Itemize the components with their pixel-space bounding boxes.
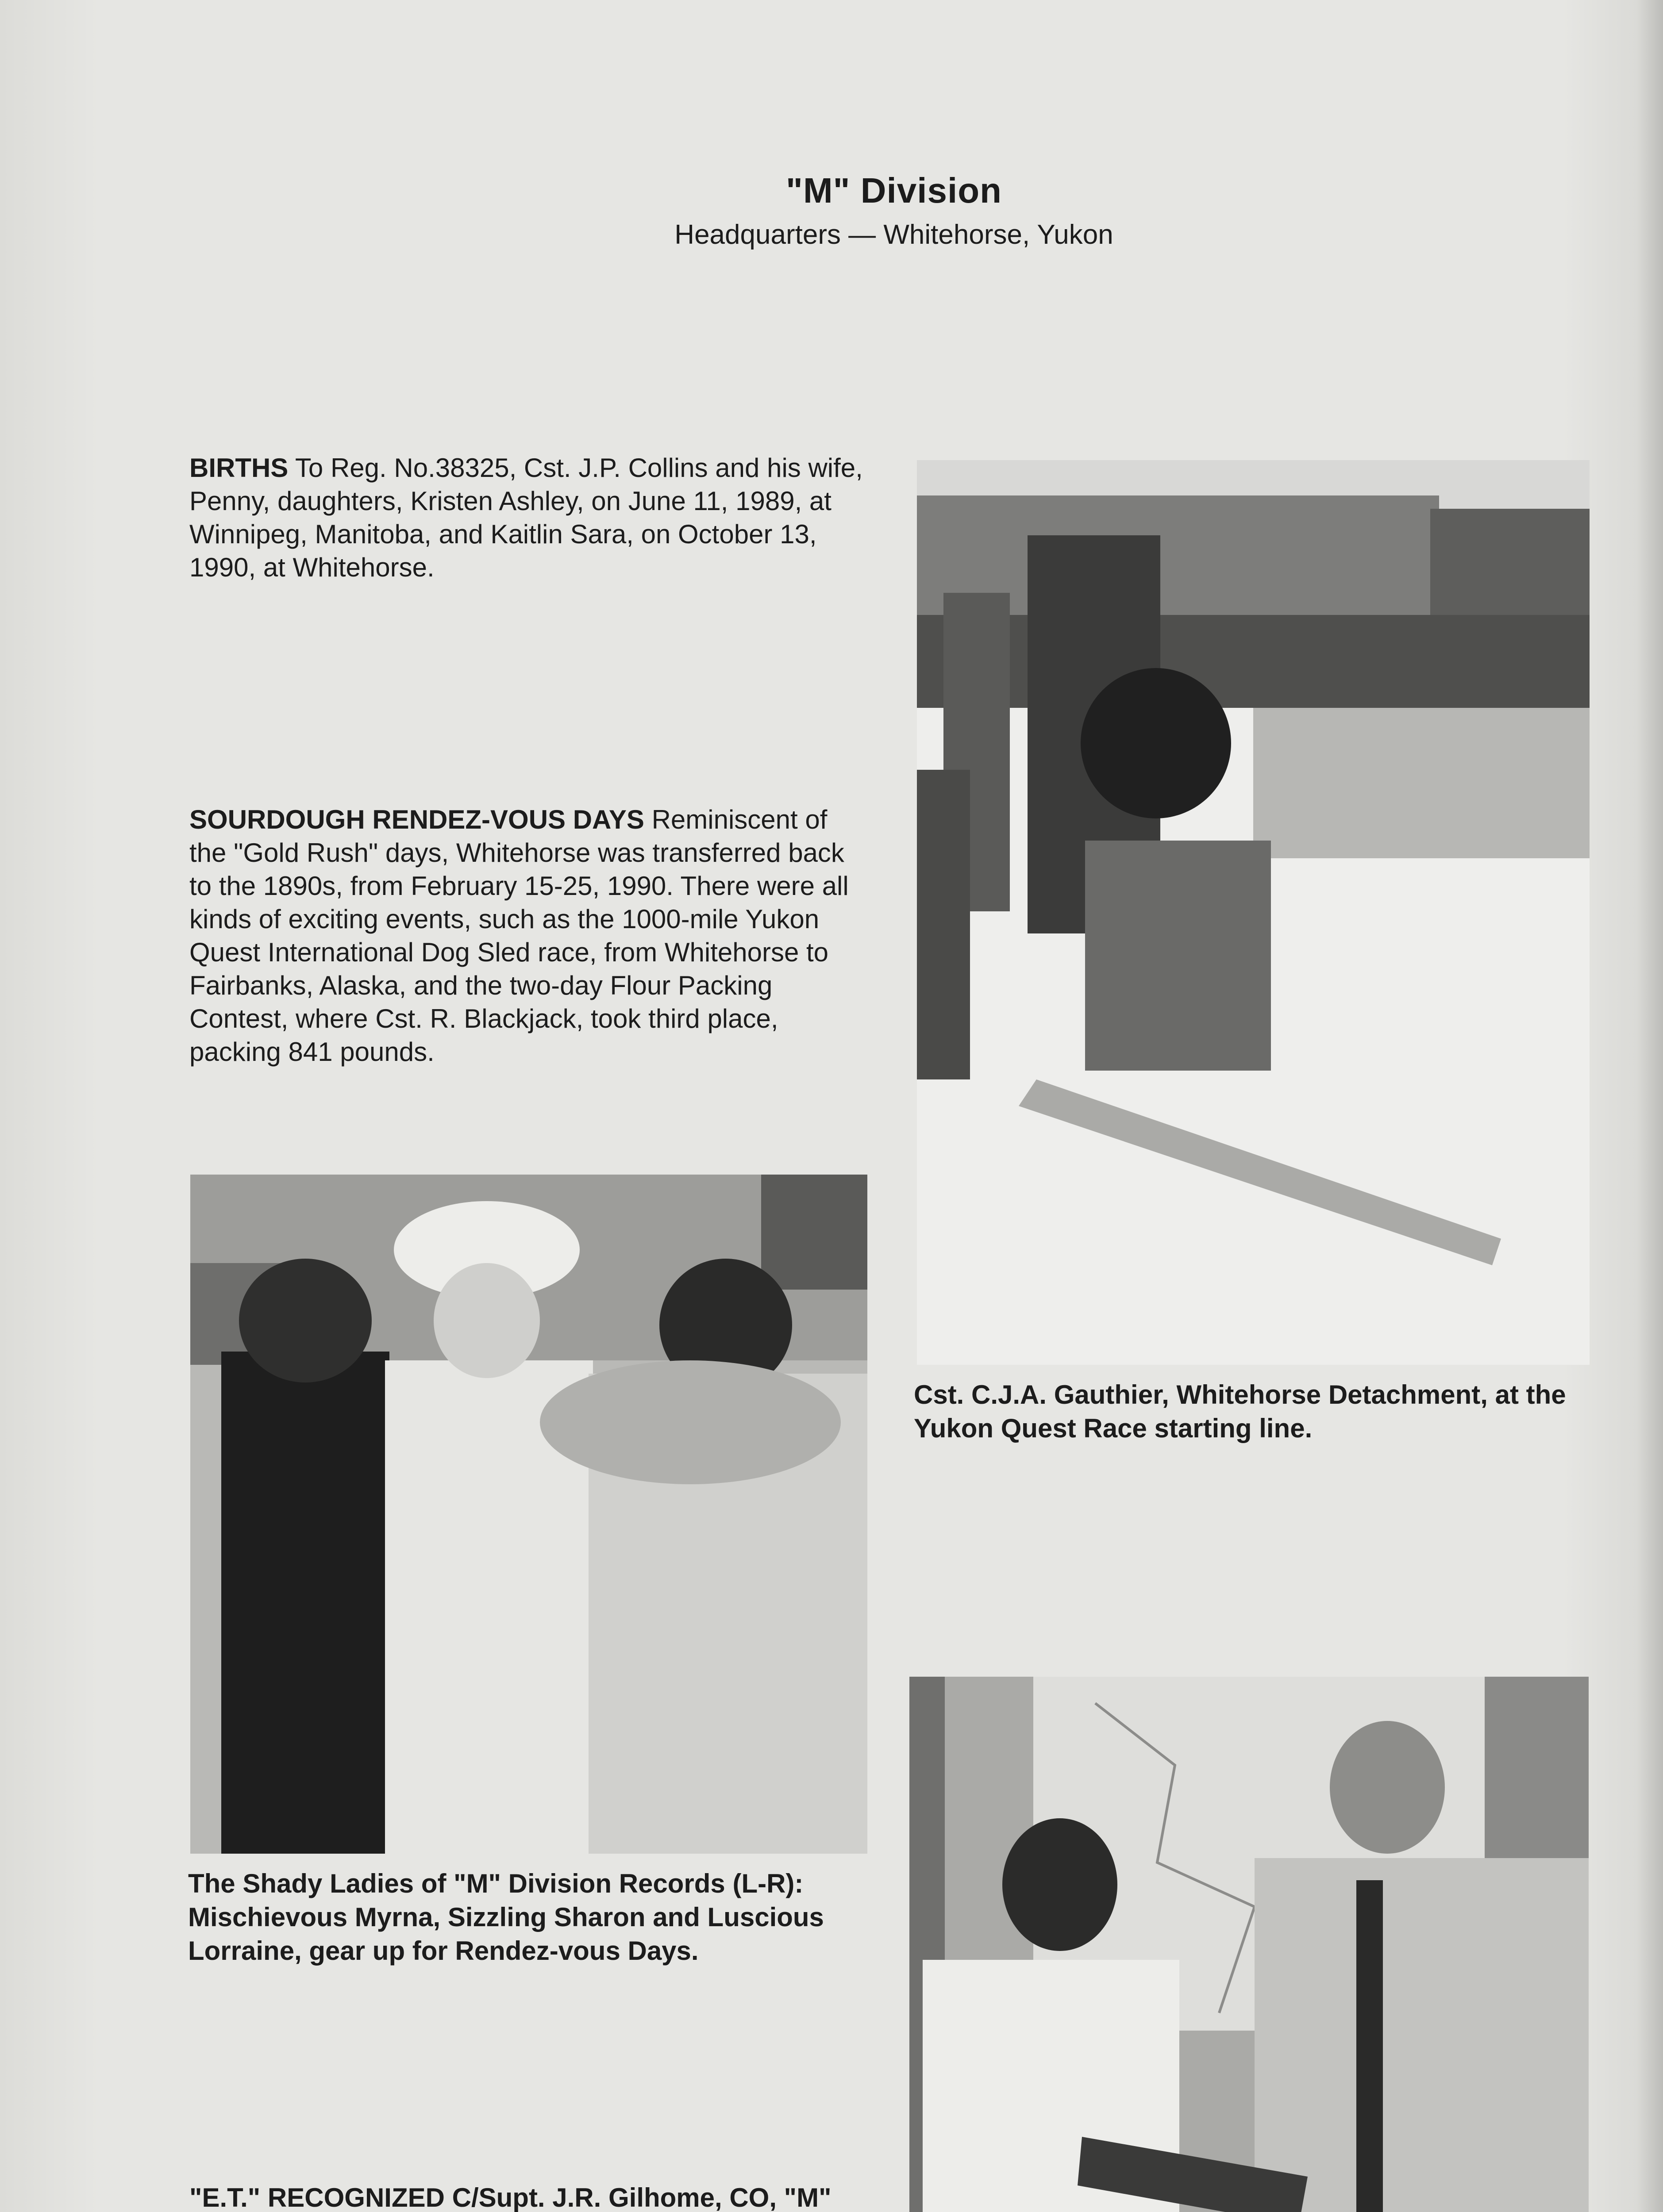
births-heading: BIRTHS — [189, 453, 289, 483]
photo-sled-race — [917, 460, 1590, 1365]
caption-shady-ladies: The Shady Ladies of "M" Division Records (L-R): Mischievous Myrna, Sizzling Sharon and Luscious Lorraine, gear up for Rendez-vous Days. — [188, 1869, 824, 1966]
births-paragraph — [189, 451, 871, 584]
et-recognized-text: C/Supt. J.R. Gilhome, CO, "M" — [452, 2183, 832, 2212]
photo-shady-ladies — [190, 1175, 867, 1854]
sourdough-text: Reminiscent of the "Gold Rush" days, Whitehorse was transferred back to the 1890s, from February 15-25, 1990. There were all kinds of exciting events, such as the 1000-mile Yukon Quest International Dog Sled race, from Whitehorse to Fairbanks, Alaska, and the two-day Flour Packing Contest, where Cst. R. Blackjack, took third place, packing 841 pounds. — [189, 805, 849, 1067]
sourdough-heading: SOURDOUGH RENDEZ-VOUS DAYS — [189, 805, 644, 834]
et-recognized-heading: "E.T." RECOGNIZED — [189, 2183, 445, 2212]
page-edge-shadow — [1636, 0, 1663, 2212]
photo-et-award — [909, 1677, 1589, 2212]
et-award-image — [909, 1677, 1589, 2212]
caption-sled-race: Cst. C.J.A. Gauthier, Whitehorse Detachment, at the Yukon Quest Race starting line. — [914, 1380, 1566, 1443]
sourdough-paragraph — [189, 803, 871, 1068]
births-text: To Reg. No.38325, Cst. J.P. Collins and his wife, Penny, daughters, Kristen Ashley, on June 11, 1989, at Winnipeg, Manitoba, and Kaitlin Sara, on October 13, 1990, at Whitehorse. — [189, 453, 863, 582]
et-recognized-paragraph — [189, 2181, 871, 2212]
sled-race-image — [917, 460, 1590, 1365]
shady-ladies-image — [190, 1175, 867, 1854]
division-subtitle: Headquarters — Whitehorse, Yukon — [674, 219, 1113, 250]
division-title: "M" Division — [786, 171, 1002, 210]
